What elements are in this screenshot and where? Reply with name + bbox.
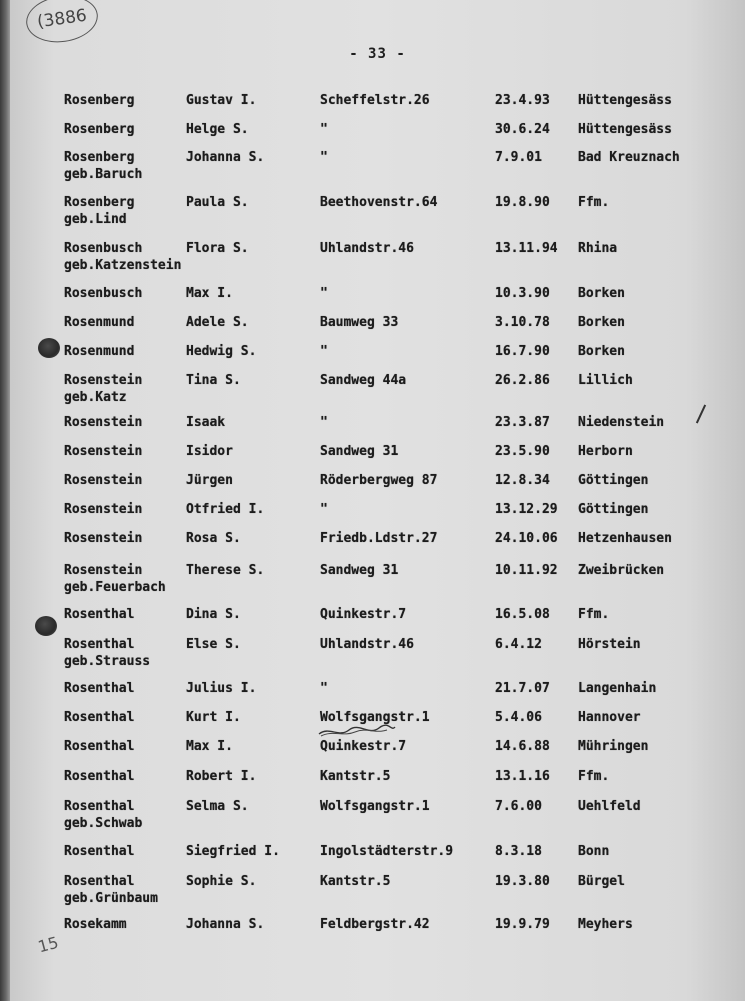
birth-place-cell: Göttingen xyxy=(578,473,649,488)
birth-date-cell: 23.3.87 xyxy=(495,415,550,430)
birth-place-cell: Göttingen xyxy=(578,502,649,517)
street-cell: Röderbergweg 87 xyxy=(320,473,438,488)
birth-date-cell: 3.10.78 xyxy=(495,315,550,330)
birth-place-cell: Bad Kreuznach xyxy=(578,150,680,165)
birth-place-cell: Mühringen xyxy=(578,739,649,754)
birth-date-cell: 10.3.90 xyxy=(495,286,550,301)
birth-date-cell: 19.8.90 xyxy=(495,195,550,210)
surname-cell: Rosenstein xyxy=(64,502,143,517)
register-row xyxy=(10,149,745,189)
birth-date-cell: 7.6.00 xyxy=(495,799,542,814)
surname-cell: Rosenthal geb.Grünbaum xyxy=(64,874,158,906)
first-name-cell: Sophie S. xyxy=(186,874,257,889)
birth-date-cell: 19.3.80 xyxy=(495,874,550,889)
first-name-cell: Paula S. xyxy=(186,195,249,210)
surname-cell: Rosenberg geb.Lind xyxy=(64,195,135,227)
page-number: - 33 - xyxy=(349,46,406,62)
birth-place-cell: Ffm. xyxy=(578,769,610,784)
birth-place-cell: Langenhain xyxy=(578,681,657,696)
birth-place-cell: Borken xyxy=(578,344,625,359)
surname-cell: Rosenstein xyxy=(64,531,143,546)
street-cell: Kantstr.5 xyxy=(320,874,391,889)
birth-date-cell: 21.7.07 xyxy=(495,681,550,696)
birth-place-cell: Lillich xyxy=(578,373,633,388)
street-cell: Sandweg 44a xyxy=(320,373,407,388)
register-row xyxy=(10,636,745,676)
first-name-cell: Adele S. xyxy=(186,315,249,330)
street-cell: " xyxy=(320,150,328,165)
first-name-cell: Hedwig S. xyxy=(186,344,257,359)
birth-date-cell: 30.6.24 xyxy=(495,122,550,137)
first-name-cell: Gustav I. xyxy=(186,93,257,108)
surname-cell: Rosekamm xyxy=(64,917,127,932)
first-name-cell: Max I. xyxy=(186,739,233,754)
street-cell: " xyxy=(320,122,328,137)
street-cell: " xyxy=(320,502,328,517)
first-name-cell: Siegfried I. xyxy=(186,844,280,859)
first-name-cell: Isaak xyxy=(186,415,226,430)
birth-place-cell: Rhina xyxy=(578,241,618,256)
first-name-cell: Johanna S. xyxy=(186,150,265,165)
street-cell: Scheffelstr.26 xyxy=(320,93,430,108)
street-cell: Ingolstädterstr.9 xyxy=(320,844,454,859)
first-name-cell: Kurt I. xyxy=(186,710,241,725)
street-cell: Beethovenstr.64 xyxy=(320,195,438,210)
surname-cell: Rosenthal xyxy=(64,681,135,696)
birth-place-cell: Niedenstein xyxy=(578,415,665,430)
surname-cell: Rosenbusch geb.Katzenstein xyxy=(64,241,182,273)
register-row xyxy=(10,873,745,913)
surname-cell: Rosenmund xyxy=(64,315,135,330)
birth-date-cell: 5.4.06 xyxy=(495,710,542,725)
first-name-cell: Robert I. xyxy=(186,769,257,784)
street-cell: Uhlandstr.46 xyxy=(320,637,414,652)
register-row xyxy=(10,798,745,838)
birth-place-cell: Meyhers xyxy=(578,917,633,932)
birth-place-cell: Borken xyxy=(578,286,625,301)
birth-date-cell: 24.10.06 xyxy=(495,531,558,546)
birth-date-cell: 19.9.79 xyxy=(495,917,550,932)
surname-cell: Rosenstein geb.Katz xyxy=(64,373,143,405)
street-cell: " xyxy=(320,415,328,430)
corner-mark: 15 xyxy=(35,932,61,957)
first-name-cell: Julius I. xyxy=(186,681,257,696)
street-cell: Quinkestr.7 xyxy=(320,739,407,754)
surname-cell: Rosenthal geb.Strauss xyxy=(64,637,151,669)
street-cell: Kantstr.5 xyxy=(320,769,391,784)
first-name-cell: Therese S. xyxy=(186,563,265,578)
first-name-cell: Else S. xyxy=(186,637,241,652)
surname-cell: Rosenstein xyxy=(64,473,143,488)
birth-date-cell: 16.5.08 xyxy=(495,607,550,622)
birth-date-cell: 26.2.86 xyxy=(495,373,550,388)
birth-place-cell: Hörstein xyxy=(578,637,641,652)
first-name-cell: Dina S. xyxy=(186,607,241,622)
register-row xyxy=(10,194,745,234)
street-cell: Feldbergstr.42 xyxy=(320,917,430,932)
archive-stamp: (3886 xyxy=(23,0,101,47)
register-row xyxy=(10,240,745,280)
birth-date-cell: 12.8.34 xyxy=(495,473,550,488)
birth-date-cell: 13.11.94 xyxy=(495,241,558,256)
street-cell: Quinkestr.7 xyxy=(320,607,407,622)
first-name-cell: Flora S. xyxy=(186,241,249,256)
birth-place-cell: Ffm. xyxy=(578,195,610,210)
scan-edge xyxy=(0,0,10,1001)
first-name-cell: Max I. xyxy=(186,286,233,301)
surname-cell: Rosenberg xyxy=(64,93,135,108)
birth-date-cell: 14.6.88 xyxy=(495,739,550,754)
street-cell: Baumweg 33 xyxy=(320,315,399,330)
surname-cell: Rosenstein xyxy=(64,415,143,430)
first-name-cell: Rosa S. xyxy=(186,531,241,546)
surname-cell: Rosenthal xyxy=(64,739,135,754)
first-name-cell: Johanna S. xyxy=(186,917,265,932)
street-cell: " xyxy=(320,344,328,359)
birth-place-cell: Herborn xyxy=(578,444,633,459)
surname-cell: Rosenstein xyxy=(64,444,143,459)
register-row xyxy=(10,372,745,412)
document-page xyxy=(10,0,745,1001)
first-name-cell: Helge S. xyxy=(186,122,249,137)
surname-cell: Rosenthal xyxy=(64,844,135,859)
register-row xyxy=(10,916,745,956)
surname-cell: Rosenthal geb.Schwab xyxy=(64,799,143,831)
birth-place-cell: Hüttengesäss xyxy=(578,93,672,108)
birth-date-cell: 13.1.16 xyxy=(495,769,550,784)
birth-place-cell: Ffm. xyxy=(578,607,610,622)
surname-cell: Rosenthal xyxy=(64,710,135,725)
street-cell: Sandweg 31 xyxy=(320,563,399,578)
birth-place-cell: Hannover xyxy=(578,710,641,725)
birth-date-cell: 23.5.90 xyxy=(495,444,550,459)
birth-date-cell: 10.11.92 xyxy=(495,563,558,578)
first-name-cell: Selma S. xyxy=(186,799,249,814)
birth-date-cell: 16.7.90 xyxy=(495,344,550,359)
street-cell: Wolfsgangstr.1 xyxy=(320,710,430,725)
surname-cell: Rosenbusch xyxy=(64,286,143,301)
first-name-cell: Jürgen xyxy=(186,473,233,488)
surname-cell: Rosenstein geb.Feuerbach xyxy=(64,563,166,595)
surname-cell: Rosenberg xyxy=(64,122,135,137)
birth-date-cell: 7.9.01 xyxy=(495,150,542,165)
first-name-cell: Tina S. xyxy=(186,373,241,388)
birth-place-cell: Hüttengesäss xyxy=(578,122,672,137)
birth-place-cell: Zweibrücken xyxy=(578,563,665,578)
birth-place-cell: Bonn xyxy=(578,844,610,859)
first-name-cell: Otfried I. xyxy=(186,502,265,517)
street-cell: Wolfsgangstr.1 xyxy=(320,799,430,814)
birth-place-cell: Borken xyxy=(578,315,625,330)
birth-date-cell: 8.3.18 xyxy=(495,844,542,859)
surname-cell: Rosenthal xyxy=(64,607,135,622)
birth-place-cell: Uehlfeld xyxy=(578,799,641,814)
register-row xyxy=(10,562,745,602)
surname-cell: Rosenmund xyxy=(64,344,135,359)
street-cell: " xyxy=(320,681,328,696)
birth-date-cell: 13.12.29 xyxy=(495,502,558,517)
first-name-cell: Isidor xyxy=(186,444,233,459)
street-cell: Uhlandstr.46 xyxy=(320,241,414,256)
street-cell: " xyxy=(320,286,328,301)
birth-date-cell: 6.4.12 xyxy=(495,637,542,652)
surname-cell: Rosenthal xyxy=(64,769,135,784)
birth-place-cell: Bürgel xyxy=(578,874,625,889)
surname-cell: Rosenberg geb.Baruch xyxy=(64,150,143,182)
street-cell: Friedb.Ldstr.27 xyxy=(320,531,438,546)
street-cell: Sandweg 31 xyxy=(320,444,399,459)
birth-place-cell: Hetzenhausen xyxy=(578,531,672,546)
birth-date-cell: 23.4.93 xyxy=(495,93,550,108)
